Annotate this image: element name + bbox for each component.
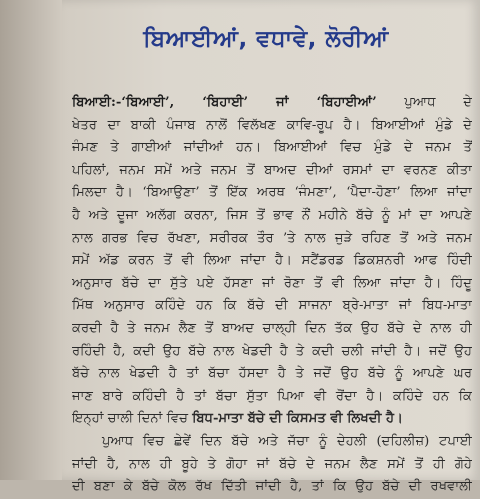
paragraph-2-line: ਜਾਂਦੀ ਹੈ, ਨਾਲ ਹੀ ਬੂਹੇ ਤੇ ਗੋਹਾ ਜਾਂ ਬੱਚੇ ਦੇ ਜਨਮ ਲੈਣ ਸਮੇਂ ਤੋਂ ਹੀ ਗੋਹੇ: [72, 456, 472, 472]
paragraph-1-line: ਮਿਲਦਾ ਹੈ। ‘ਬਿਆਉਣਾ’ ਤੋਂ ਇੱਕ ਅਰਥ ‘ਜੰਮਣਾ’, ‘ਪੈਦਾ-ਹੋਣਾ’ ਲਿਆ ਜਾਂਦਾ: [72, 185, 472, 201]
text-run: ਇਨ੍ਹਾਂ ਚਾਲੀ ਦਿਨਾਂ ਵਿਚ: [72, 411, 193, 427]
paragraph-2-line: ਦੀ ਬਣਾ ਕੇ ਬੱਚੇ ਕੋਲ ਰੱਖ ਦਿੱਤੀ ਜਾਂਦੀ ਹੈ, ਤਾਂ ਕਿ ਉਹ ਬੱਚੇ ਦੀ ਰਖਵਾਲੀ: [72, 479, 472, 495]
paragraph-1-line: ਖੇਤਰ ਦਾ ਬਾਕੀ ਪੰਜਾਬ ਨਾਲੋਂ ਵਿਲੱਖਣ ਕਾਵਿ-ਰੂਪ ਹੈ। ਬਿਆਈਆਂ ਮੁੰਡੇ ਦੇ: [72, 117, 472, 133]
paragraph-1-line: [72, 92, 472, 115]
paragraph-1-line: ਜਾਣ ਬਾਰੇ ਕਹਿੰਦੀ ਹੈ ਤਾਂ ਬੱਚਾ ਸੁੱਤਾ ਪਿਆ ਵੀ ਰੋਂਦਾ ਹੈ। ਕਹਿੰਦੇ ਹਨ ਕਿ: [72, 388, 472, 404]
paragraph-1-line: ਸਮੇਂ ਅੱਡ ਕਰਨ ਤੋਂ ਵੀ ਲਿਆ ਜਾਂਦਾ ਹੈ। ਸਟੈਂਡਰਡ ਡਿਕਸ਼ਨਰੀ ਆਫ ਹਿੰਦੀ: [72, 253, 472, 269]
paragraph-1-line: ਜੰਮਣ ਤੇ ਗਾਈਆਂ ਜਾਂਦੀਆਂ ਹਨ। ਬਿਆਈਆਂ ਵਿਚ ਮੁੰਡੇ ਦੇ ਜਨਮ ਤੋਂ: [72, 140, 472, 156]
paragraph-1-line: ਹੈ ਅਤੇ ਦੂਜਾ ਅਲੱਗ ਕਰਨਾ, ਜਿਸ ਤੋਂ ਭਾਵ ਨੌਂ ਮਹੀਨੇ ਬੱਚੇ ਨੂੰ ਮਾਂ ਦਾ ਆਪਣੇ: [72, 207, 472, 223]
paragraph-1-line: ਅਨੁਸਾਰ ਬੱਚੇ ਦਾ ਸੁੱਤੇ ਪਏ ਹੱਸਣਾ ਜਾਂ ਰੋਣਾ ਤੋਂ ਵੀ ਲਿਆ ਜਾਂਦਾ ਹੈ। ਹਿੰਦੂ: [72, 275, 472, 291]
body-text: [72, 92, 472, 499]
paragraph-2-line: ਪੁਆਧ ਵਿਚ ਛੇਵੇਂ ਦਿਨ ਬੱਚੇ ਅਤੇ ਜੱਚਾ ਨੂੰ ਦੇਹਲੀ (ਦਹਿਲੀਜ਼) ਟਪਾਈ: [102, 433, 472, 449]
book-spine-shadow: [0, 0, 70, 480]
paragraph-1-line: ਨਾਲ ਗਰਭ ਵਿਚ ਰੱਖਣਾ, ਸਰੀਰਕ ਤੌਰ ’ਤੇ ਨਾਲ ਜੁੜੇ ਰਹਿਣ ਤੋਂ ਅਤੇ ਜਨਮ: [72, 230, 472, 246]
emphasized-text: ਬਿਧ-ਮਾਤਾ ਬੱਚੇ ਦੀ ਕਿਸਮਤ ਵੀ ਲਿਖਦੀ ਹੈ।: [192, 411, 404, 427]
text-run: ਪੁਆਧ ਦੇ: [376, 95, 472, 110]
paragraph-1-line: ਕਰਦੀ ਹੈ ਤੇ ਜਨਮ ਲੈਣ ਤੋਂ ਬਾਅਦ ਚਾਲ੍ਹੀ ਦਿਨ ਤੱਕ ਉਹ ਬੱਚੇ ਦੇ ਨਾਲ ਹੀ: [72, 320, 472, 336]
paragraph-1-line: ਮਿੱਥ ਅਨੁਸਾਰ ਕਹਿੰਦੇ ਹਨ ਕਿ ਬੱਚੇ ਦੀ ਸਾਜਨਾ ਬ੍ਰੇ-ਮਾਤਾ ਜਾਂ ਬਿਧ-ਮਾਤਾ: [72, 298, 472, 314]
paragraph-1-line: ਪਹਿਲਾਂ, ਜਨਮ ਸਮੇਂ ਅਤੇ ਜਨਮ ਤੋਂ ਬਾਅਦ ਦੀਆਂ ਰਸਮਾਂ ਦਾ ਵਰਨਣ ਕੀਤਾ: [72, 162, 472, 178]
chapter-title: ਬਿਆਈਆਂ, ਵਧਾਵੇ, ਲੋਰੀਆਂ: [143, 26, 389, 52]
term-heading: ਬਿਆਈ:-‘ਬਿਆਈ’, ‘ਬਿਹਾਈ’ ਜਾਂ ‘ਬਿਹਾਈਆਂ’: [72, 95, 377, 110]
paragraph-1-line: ਰਹਿੰਦੀ ਹੈ, ਕਦੀ ਉਹ ਬੱਚੇ ਨਾਲ ਖੇਡਦੀ ਹੈ ਤੇ ਕਦੀ ਚਲੀ ਜਾਂਦੀ ਹੈ। ਜਦੋਂ ਉਹ: [72, 343, 472, 359]
paragraph-1-line: ਬੱਚੇ ਨਾਲ ਖੇਡਦੀ ਹੈ ਤਾਂ ਬੱਚਾ ਹੱਸਦਾ ਹੈ ਤੇ ਜਦੋਂ ਉਹ ਬੱਚੇ ਨੂੰ ਆਪਣੇ ਘਰ: [72, 366, 472, 382]
paragraph-1-last-line: [72, 408, 472, 431]
